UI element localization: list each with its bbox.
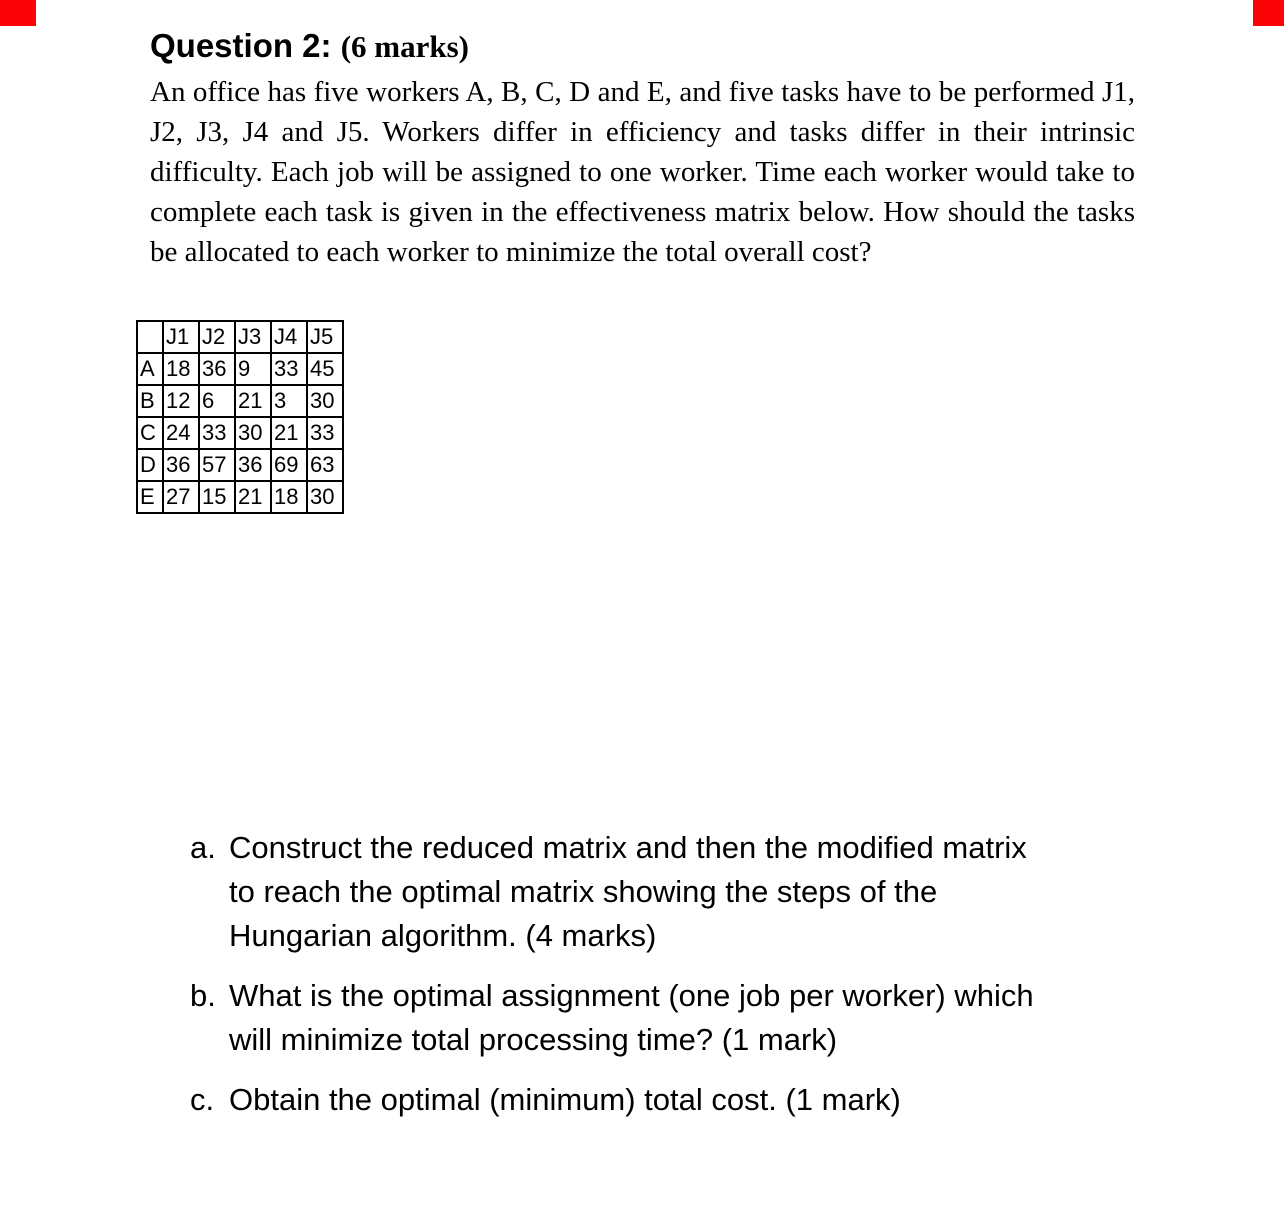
subquestion-b-marker: b. [190,978,216,1013]
matrix-cell: 21 [235,481,271,513]
matrix-row-label: D [137,449,163,481]
matrix-cell: 33 [307,417,343,449]
red-corner-left-decoration [0,0,36,26]
matrix-header-row [137,321,343,353]
matrix-row-c [137,417,343,449]
subquestion-b [190,974,1135,1062]
matrix-row-label: A [137,353,163,385]
matrix-col-header-j4: J4 [271,321,307,353]
matrix-cell: 21 [235,385,271,417]
matrix-col-header-j2: J2 [199,321,235,353]
matrix-cell: 36 [235,449,271,481]
matrix-row-label: E [137,481,163,513]
matrix-col-header-j5: J5 [307,321,343,353]
subquestion-c-text: Obtain the optimal (minimum) total cost. (1 mark) [229,1082,901,1117]
matrix-cell: 57 [199,449,235,481]
subquestion-c-marker: c. [190,1082,215,1117]
matrix-col-header-j3: J3 [235,321,271,353]
matrix-cell: 30 [307,385,343,417]
subquestion-a-text: Construct the reduced matrix and then the modified matrix to reach the optimal matrix showing the steps of the Hungarian algorithm. (4 marks) [229,830,1027,953]
question-marks-label: (6 marks) [340,29,469,64]
matrix-cell: 24 [163,417,199,449]
matrix-cell: 21 [271,417,307,449]
matrix-cell: 18 [271,481,307,513]
subquestion-a-marker: a. [190,830,216,865]
matrix-cell: 63 [307,449,343,481]
matrix-cell: 6 [199,385,235,417]
matrix-cell: 69 [271,449,307,481]
matrix-row-b [137,385,343,417]
matrix-col-header-j1: J1 [163,321,199,353]
matrix-cell: 36 [199,353,235,385]
matrix-row-d [137,449,343,481]
question-title [150,26,1135,67]
question-paragraph: An office has five workers A, B, C, D and E, and five tasks have to be performed J1, J2, J3, J4 and J5. Workers differ in efficiency and tasks differ in their intrinsic difficulty. Each job will be assigned to one worker. Time each worker would take to complete each task is given in the effectiveness matrix below. How should the tasks be allocated to each worker to minimize the total overall cost? [150,76,1135,268]
matrix-cell: 18 [163,353,199,385]
matrix-cell: 30 [307,481,343,513]
matrix-row-a [137,353,343,385]
question-page [140,26,1135,1138]
subquestion-list [190,826,1135,1122]
matrix-cell: 36 [163,449,199,481]
subquestion-a [190,826,1135,958]
matrix-cell: 45 [307,353,343,385]
effectiveness-matrix-table [136,320,344,514]
subquestion-b-text: What is the optimal assignment (one job per worker) which will minimize total processing time? (1 mark) [229,978,1034,1057]
matrix-cell: 33 [199,417,235,449]
matrix-row-label: C [137,417,163,449]
matrix-cell: 12 [163,385,199,417]
matrix-row-label: B [137,385,163,417]
matrix-corner-cell [137,321,163,353]
red-corner-right-decoration [1253,0,1284,26]
matrix-cell: 9 [235,353,271,385]
subquestion-c [190,1078,1135,1122]
matrix-row-e [137,481,343,513]
question-number-label: Question 2: [150,27,332,64]
matrix-cell: 3 [271,385,307,417]
matrix-cell: 15 [199,481,235,513]
matrix-cell: 30 [235,417,271,449]
matrix-cell: 33 [271,353,307,385]
matrix-cell: 27 [163,481,199,513]
